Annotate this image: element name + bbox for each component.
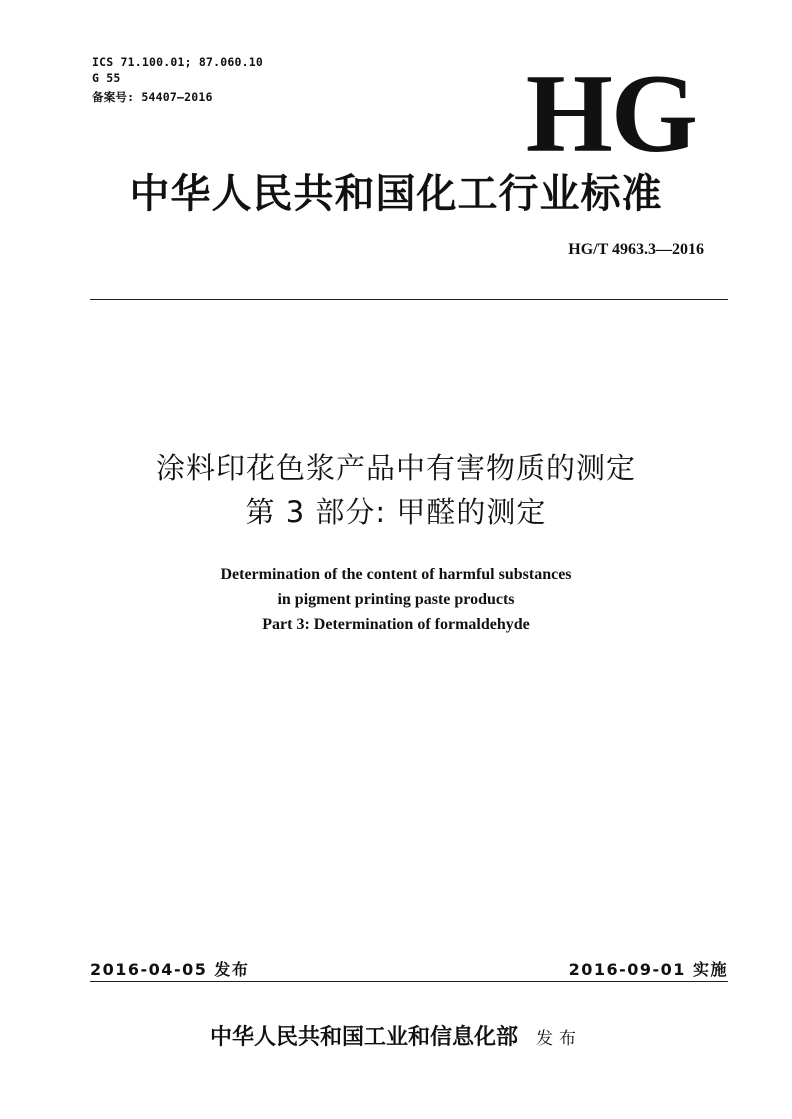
top-divider (90, 299, 728, 300)
ccs-code: G 55 (92, 71, 121, 85)
english-title-line-1: Determination of the content of harmful substances (220, 566, 572, 583)
issue-date: 2016-04-05 发布 (90, 960, 250, 979)
implementation-date: 2016-09-01 实施 (568, 960, 728, 979)
issuer-suffix: 发布 (536, 1029, 582, 1049)
chinese-title-line-1: 涂料印花色浆产品中有害物质的测定 (155, 451, 636, 485)
ics-code: ICS 71.100.01; 87.060.10 (92, 55, 263, 69)
hg-logo: HG (525, 52, 696, 176)
english-title-line-2: in pigment printing paste products (277, 591, 515, 608)
standard-type-heading: 中华人民共和国化工行业标准 (129, 170, 663, 217)
english-title-line-3: Part 3: Determination of formaldehyde (262, 616, 530, 633)
chinese-title-line-2: 第 3 部分: 甲醛的测定 (245, 495, 547, 529)
issuer-name: 中华人民共和国工业和信息化部 (209, 1024, 518, 1050)
bottom-divider (90, 981, 728, 982)
record-number: 备案号: 54407—2016 (92, 90, 213, 104)
standard-code: HG/T 4963.3—2016 (568, 241, 704, 258)
issuing-authority (0, 1020, 792, 1051)
